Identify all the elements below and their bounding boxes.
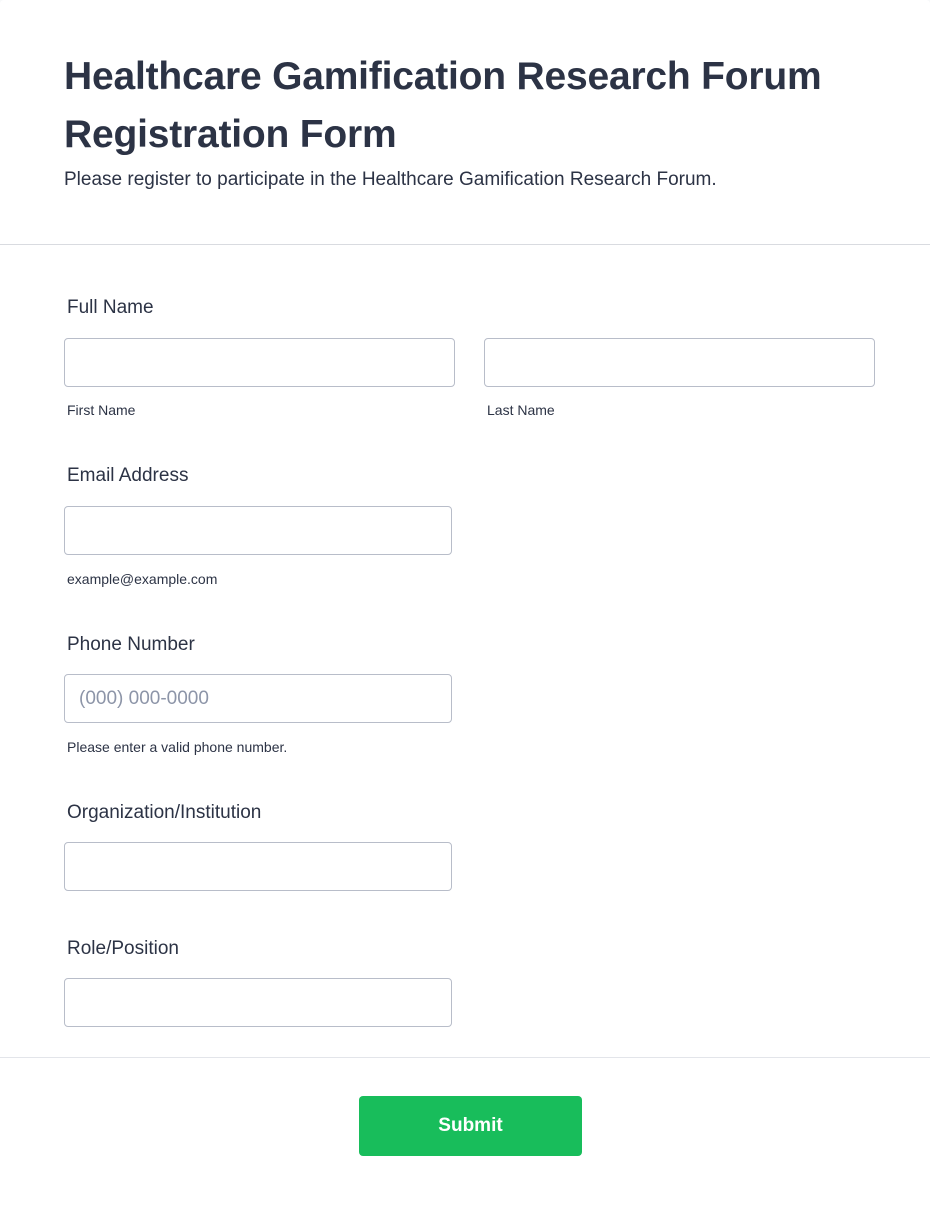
email-label: Email Address [67,465,189,486]
form-title: Healthcare Gamification Research Forum Registration Form [64,55,822,156]
form-header [0,0,930,245]
last-name-sublabel: Last Name [487,402,555,418]
email-sublabel: example@example.com [67,571,218,587]
form-subtitle: Please register to participate in the Healthcare Gamification Research Forum. [64,169,717,190]
role-label: Role/Position [67,938,179,959]
submit-button[interactable]: Submit [359,1096,582,1156]
role-input[interactable] [64,978,452,1027]
organization-label: Organization/Institution [67,802,262,823]
organization-input[interactable] [64,842,452,891]
phone-sublabel: Please enter a valid phone number. [67,739,288,755]
first-name-input[interactable] [64,338,455,387]
phone-input[interactable] [64,674,452,723]
last-name-input[interactable] [484,338,875,387]
full-name-label: Full Name [67,297,154,318]
form-footer [0,1057,930,1205]
first-name-sublabel: First Name [67,402,136,418]
phone-label: Phone Number [67,634,195,655]
email-input[interactable] [64,506,452,555]
